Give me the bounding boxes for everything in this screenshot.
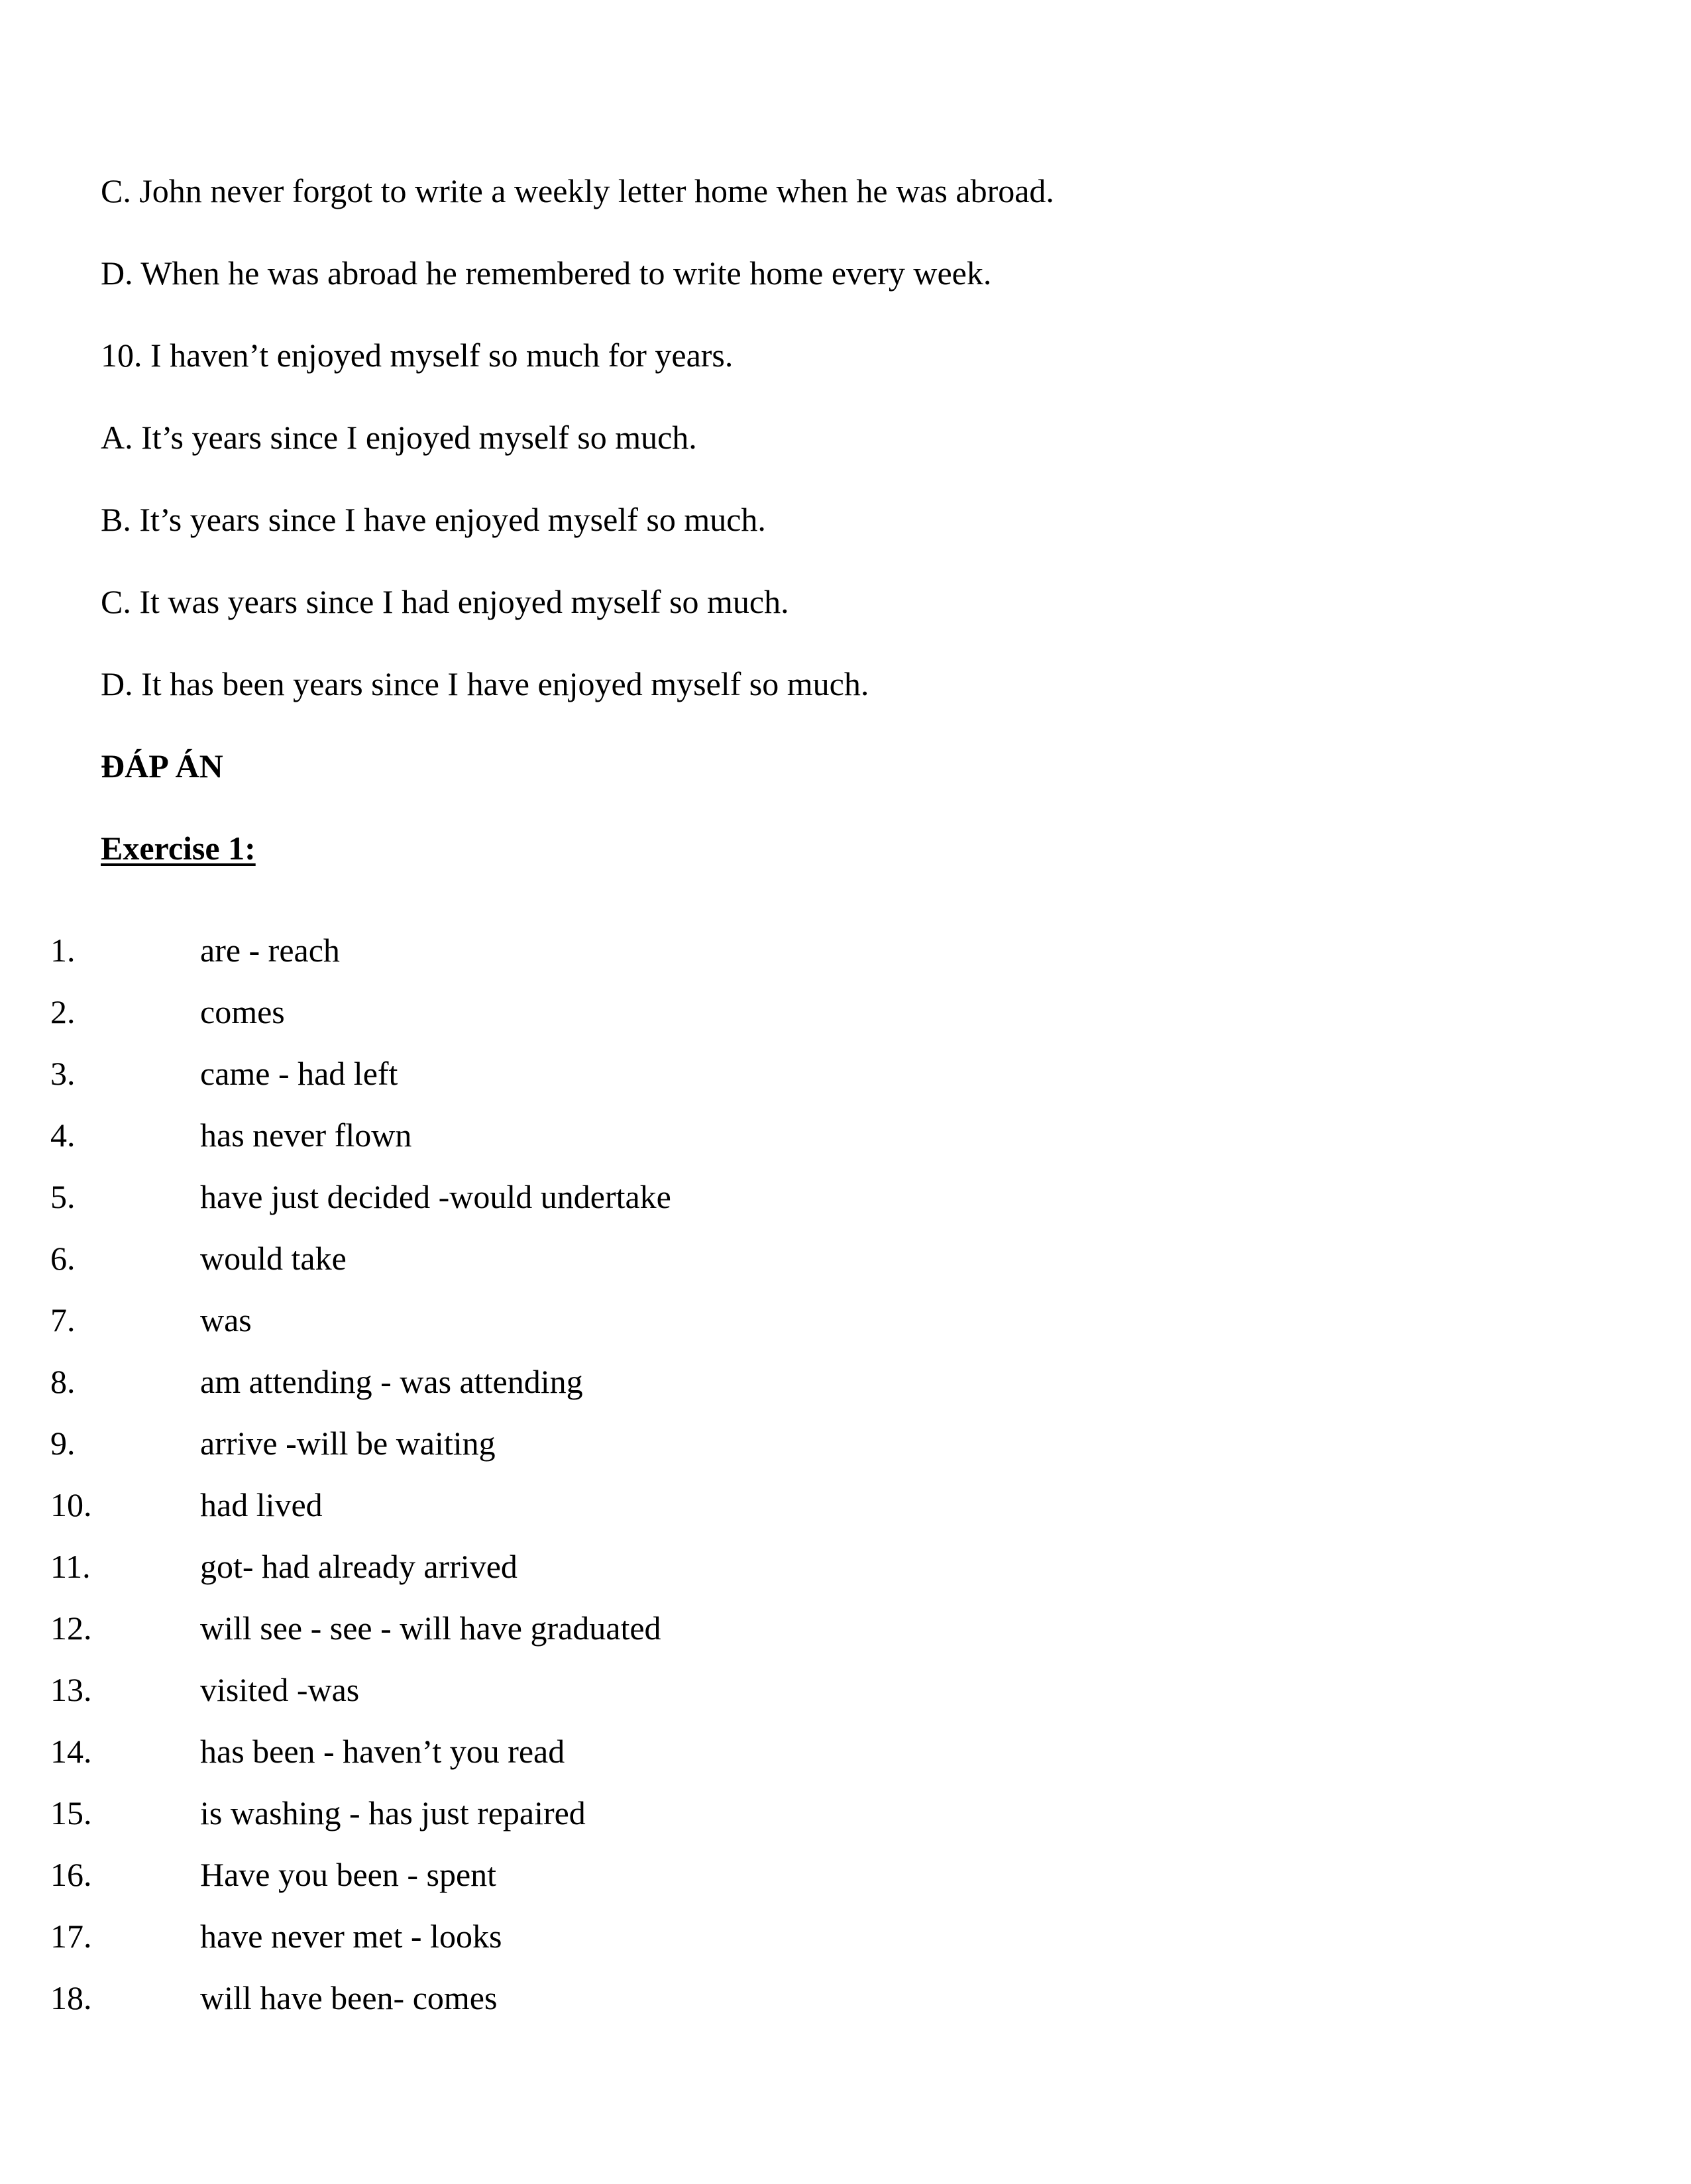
- question-line: D. It has been years since I have enjoyed myself so much.: [101, 665, 869, 702]
- answer-number: 7.: [50, 1301, 76, 1338]
- answer-row: [0, 1177, 1691, 1217]
- answer-number: 10.: [50, 1486, 92, 1523]
- answer-text: comes: [200, 993, 285, 1030]
- answer-row: [0, 1362, 1691, 1401]
- answer-row: [0, 1978, 1691, 2018]
- answer-number: 1.: [50, 932, 76, 969]
- answer-row: [0, 1115, 1691, 1155]
- question-line: C. It was years since I had enjoyed myself so much.: [101, 583, 789, 620]
- question-line: 10. I haven’t enjoyed myself so much for years.: [101, 337, 734, 374]
- answer-text: have just decided -would undertake: [200, 1178, 671, 1215]
- answer-text: got- had already arrived: [200, 1548, 518, 1585]
- answer-text: came - had left: [200, 1055, 398, 1092]
- answer-row: [0, 1793, 1691, 1833]
- answer-number: 4.: [50, 1117, 76, 1154]
- question-line: C. John never forgot to write a weekly letter home when he was abroad.: [101, 172, 1054, 209]
- answer-number: 11.: [50, 1548, 91, 1585]
- answer-row: [0, 1731, 1691, 1771]
- answer-number: 13.: [50, 1671, 92, 1708]
- answer-number: 14.: [50, 1733, 92, 1770]
- answer-number: 3.: [50, 1055, 76, 1092]
- answer-key-title: ĐÁP ÁN: [101, 747, 223, 785]
- answer-row: [0, 930, 1691, 970]
- answer-text: would take: [200, 1240, 347, 1277]
- answer-number: 18.: [50, 1979, 92, 2016]
- answer-row: [0, 1485, 1691, 1525]
- exercise-title: Exercise 1:: [101, 830, 256, 867]
- answer-text: was: [200, 1301, 252, 1338]
- answer-text: visited -was: [200, 1671, 360, 1708]
- answer-row: [0, 1608, 1691, 1648]
- answer-text: Have you been - spent: [200, 1856, 497, 1893]
- answer-text: have never met - looks: [200, 1918, 502, 1955]
- answer-text: arrive -will be waiting: [200, 1425, 496, 1462]
- answer-number: 5.: [50, 1178, 76, 1215]
- answer-row: [0, 1238, 1691, 1278]
- answer-number: 12.: [50, 1610, 92, 1647]
- answer-number: 17.: [50, 1918, 92, 1955]
- answer-row: [0, 1916, 1691, 1956]
- answer-number: 16.: [50, 1856, 92, 1893]
- answer-text: is washing - has just repaired: [200, 1794, 586, 1831]
- answer-text: will have been- comes: [200, 1979, 498, 2016]
- answer-number: 8.: [50, 1363, 76, 1400]
- answer-row: [0, 1855, 1691, 1894]
- answer-text: had lived: [200, 1486, 323, 1523]
- answer-number: 6.: [50, 1240, 76, 1277]
- answer-row: [0, 1547, 1691, 1586]
- answer-row: [0, 1054, 1691, 1093]
- answer-number: 9.: [50, 1425, 76, 1462]
- answer-row: [0, 1423, 1691, 1463]
- answer-text: will see - see - will have graduated: [200, 1610, 661, 1647]
- question-line: D. When he was abroad he remembered to write home every week.: [101, 254, 992, 292]
- question-line: A. It’s years since I enjoyed myself so much.: [101, 419, 697, 456]
- answer-number: 15.: [50, 1794, 92, 1831]
- answer-number: 2.: [50, 993, 76, 1030]
- answer-text: has been - haven’t you read: [200, 1733, 565, 1770]
- question-line: B. It’s years since I have enjoyed myself so much.: [101, 501, 766, 538]
- answer-row: [0, 1670, 1691, 1710]
- answer-text: are - reach: [200, 932, 340, 969]
- answer-text: am attending - was attending: [200, 1363, 583, 1400]
- answer-row: [0, 992, 1691, 1032]
- answer-row: [0, 1300, 1691, 1340]
- answer-text: has never flown: [200, 1117, 412, 1154]
